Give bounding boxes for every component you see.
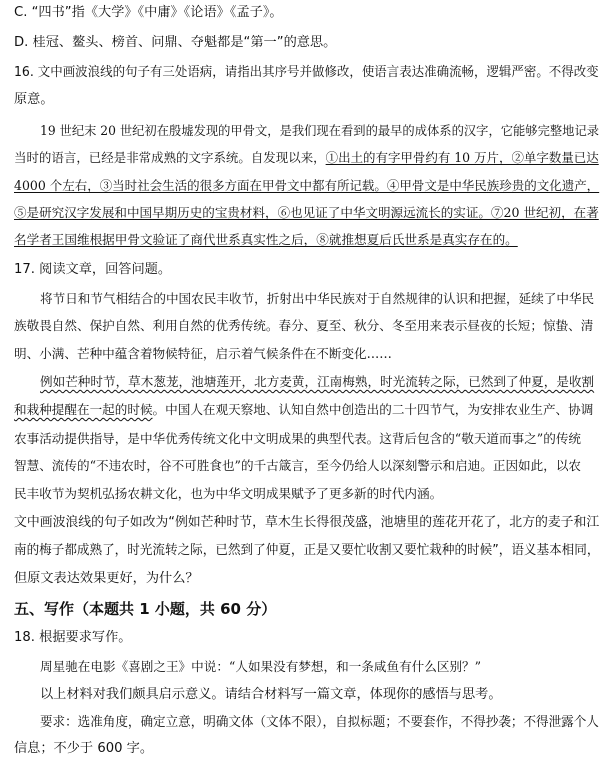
passage-16-line: 19 世纪末 20 世纪初在殷墟发现的甲骨文，是我们现在看到的最早的成体系的汉字，它能够完整地记录 [40,123,600,138]
question-18-requirements-cont: 信息；不少于 600 字。 [14,741,154,756]
passage-17-line: 民丰收节为契机弘扬农耕文化，也为中华文明成果赋予了更多新的时代内涵。 [14,486,443,501]
question-16-prompt-cont: 原意。 [14,92,54,107]
question-17-task: 南的梅子都成熟了，时光流转之际，已然到了仲夏，正是又要忙收割又要忙栽种的时候”，语义基本相同， [14,543,600,558]
passage-17-line: 族敬畏自然、保护自然、利用自然的优秀传统。春分、夏至、秋分、冬至用来表示昼夜的长短；惊蛰、清 [14,318,594,333]
passage-17-line: 和栽种提醒在一起的时候。中国人在观天察地、认知自然中创造出的二十四节气，为安排农业生产、协调 [14,402,594,417]
wavy-underlined-text: 和栽种提醒在一起的时候 [14,402,153,417]
material-quote: 周星驰在电影《喜剧之王》中说：“人如果没有梦想，和一条咸鱼有什么区别？” [40,659,482,674]
passage-16-line: 当时的语言，已经是非常成熟的文字系统。自发现以来，①出土的有字甲骨约有 10 万片，②单字数量已达 [14,150,599,165]
passage-16-underlined-line: ⑤是研究汉字发展和中国早期历史的宝贵材料，⑥也见证了中华文明源远流长的实证。⑦20 世纪初，在著 [14,205,599,220]
question-18-instruction: 以上材料对我们颇具启示意义。请结合材料写一篇文章，体现你的感悟与思考。 [40,687,502,702]
question-17-task: 但原文表达效果更好，为什么？ [14,571,199,586]
section-5-heading: 五、写作（本题共 1 小题，共 60 分） [14,600,277,618]
passage-16-underlined-line: 名学者王国维根据甲骨文验证了商代世系真实性之后，⑧就推想夏后氏世系是真实存在的。 [14,232,518,247]
question-18-prompt: 18. 根据要求写作。 [14,630,132,645]
passage-17-line: 明、小满、芒种中蕴含着物候特征，启示着气候条件在不断变化…… [14,346,392,361]
underlined-text: ①出土的有字甲骨约有 10 万片，②单字数量已达 [325,150,599,165]
option-d: D. 桂冠、鳌头、榜首、问鼎、夺魁都是“第一”的意思。 [14,35,337,50]
option-c: C. “四书”指《大学》《中庸》《论语》《孟子》。 [14,5,283,20]
passage-17-line: 将节日和节气相结合的中国农民丰收节，折射出中华民族对于自然规律的认识和把握，延续了中华民 [40,291,595,306]
passage-16-underlined-line: 4000 个左右，③当时社会生活的很多方面在甲骨文中都有所记载。④甲骨文是中华民族珍贵的文化遗产， [14,178,600,193]
question-17-prompt: 17. 阅读文章，回答问题。 [14,262,172,277]
passage-17-line: 农事活动提供指导，是中华优秀传统文化中文明成果的典型代表。这背后包含的“敬天道而事之”的传统 [14,431,582,446]
question-18-requirements: 要求：选准角度，确定立意，明确文体（文体不限），自拟标题；不要套作，不得抄袭；不得泄露个人 [40,715,599,730]
question-17-task: 文中画波浪线的句子如改为“例如芒种时节，草木生长得很茂盛，池塘里的莲花开花了，北方的麦子和江 [14,515,600,530]
question-16-prompt: 16. 文中画波浪线的句子有三处语病，请指出其序号并做修改，使语言表达准确流畅，逻辑严密。不得改变 [14,65,599,80]
passage-17-wavy-line: 例如芒种时节，草木葱茏，池塘莲开，北方麦黄，江南梅熟，时光流转之际，已然到了仲夏，是收割 [40,374,595,389]
passage-17-line: 智慧、流传的“不违农时，谷不可胜食也”的千古箴言，至今仍给人以深刻警示和启迪。正因如此，以农 [14,458,582,473]
